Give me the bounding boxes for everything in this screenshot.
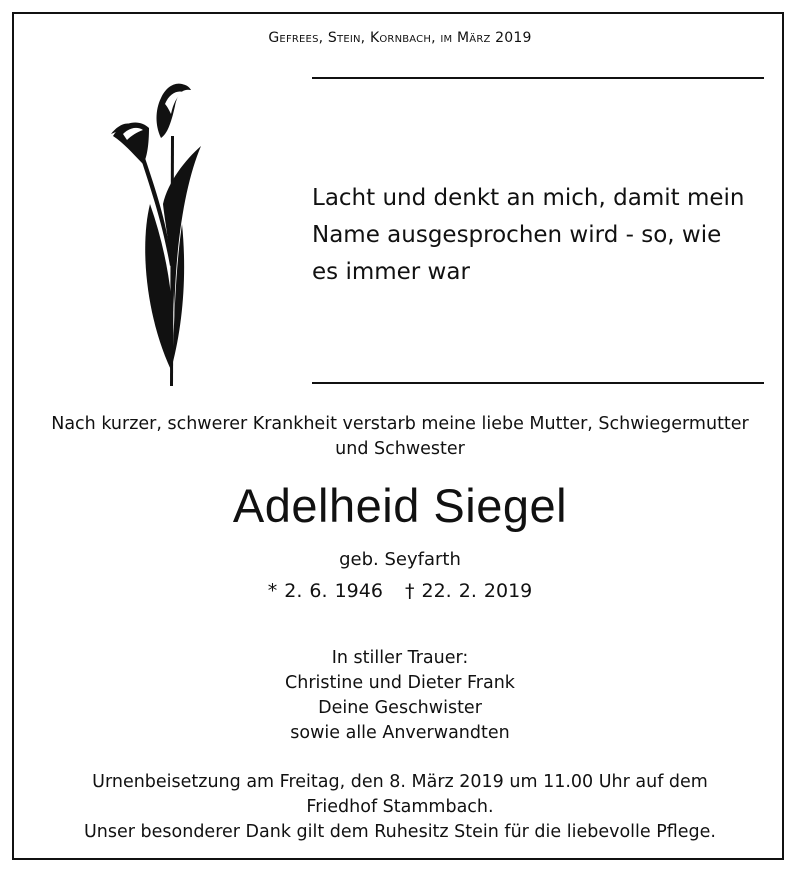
quote-line: Lacht und denkt an mich, damit mein: [312, 185, 745, 211]
place-date-header: Gefrees, Stein, Kornbach, im März 2019: [268, 30, 532, 46]
mourners-list: [0, 646, 800, 746]
footer-line: Unser besonderer Dank gilt dem Ruhesitz Stein für die liebevolle Pflege.: [83, 822, 716, 842]
birth-name: geb. Seyfarth: [339, 549, 461, 570]
divider-top: [312, 77, 764, 79]
deceased-name: Adelheid Siegel: [232, 479, 568, 532]
announcement-intro: [0, 412, 800, 462]
life-dates: [0, 580, 800, 602]
calla-lily-icon: [105, 74, 215, 386]
mourners-line: Deine Geschwister: [318, 698, 482, 718]
footer-line: Friedhof Stammbach.: [306, 797, 494, 817]
mourners-line: sowie alle Anverwandten: [290, 723, 510, 743]
intro-line: Nach kurzer, schwerer Krankheit verstarb meine liebe Mutter, Schwiegermutter: [51, 414, 749, 434]
birth-date: * 2. 6. 1946: [267, 580, 383, 602]
mourners-line: In stiller Trauer:: [331, 648, 469, 668]
intro-line: und Schwester: [335, 439, 465, 459]
death-date: † 22. 2. 2019: [404, 580, 533, 602]
quote-line: Name ausgesprochen wird - so, wie: [312, 222, 722, 248]
memorial-quote: [312, 180, 782, 291]
footer-line: Urnenbeisetzung am Freitag, den 8. März 2019 um 11.00 Uhr auf dem: [92, 772, 708, 792]
mourners-line: Christine und Dieter Frank: [285, 673, 515, 693]
funeral-details: [0, 770, 800, 845]
quote-line: es immer war: [312, 259, 470, 285]
divider-bottom: [312, 382, 764, 384]
